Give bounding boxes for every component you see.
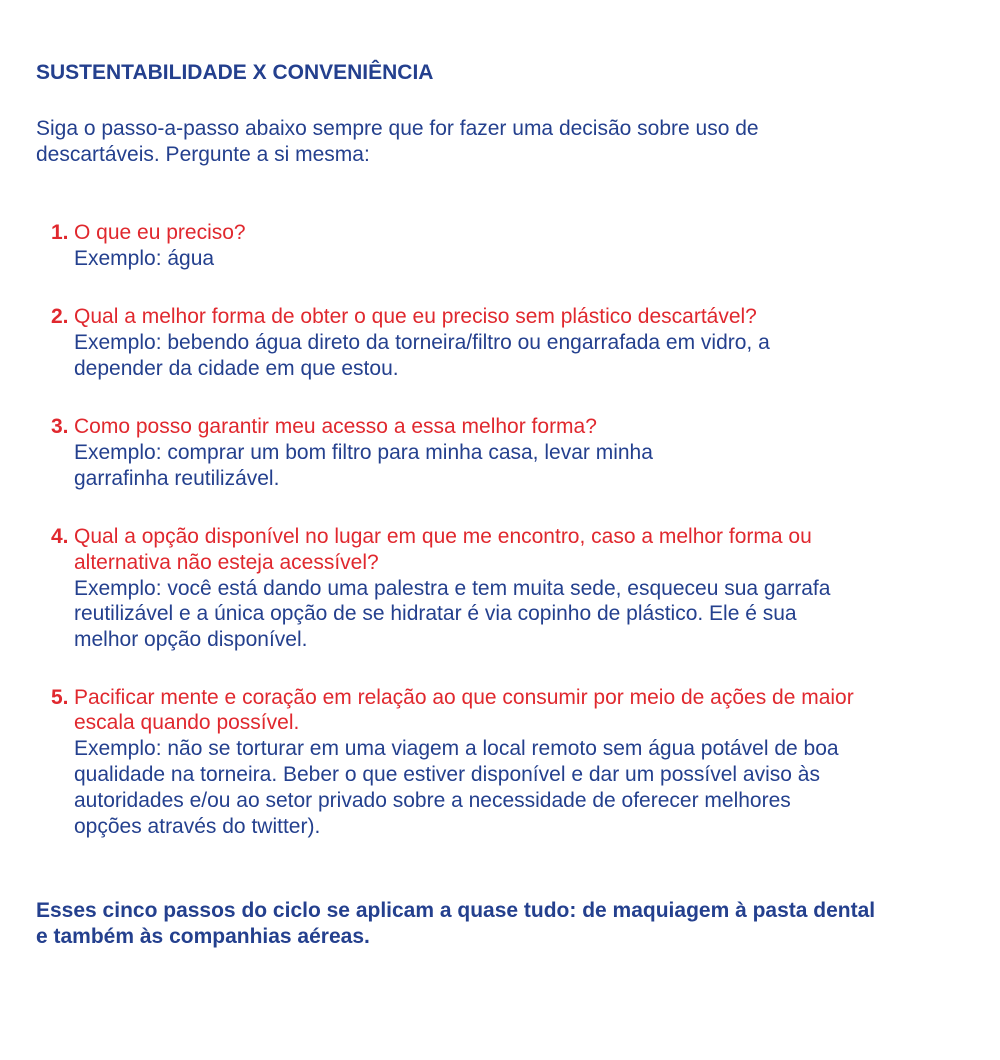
- step-question: Qual a opção disponível no lugar em que me encontro, caso a melhor forma ou: [74, 525, 812, 548]
- step-number: 2.: [51, 305, 69, 328]
- step-number: 3.: [51, 415, 69, 438]
- step-example: Exemplo: não se torturar em uma viagem a local remoto sem água potável de boa: [74, 737, 839, 760]
- step-example: opções através do twitter).: [74, 815, 321, 838]
- step-question: alternativa não esteja acessível?: [74, 551, 379, 574]
- step-example: Exemplo: você está dando uma palestra e tem muita sede, esqueceu sua garrafa: [74, 577, 831, 600]
- step-example: reutilizável e a única opção de se hidratar é via copinho de plástico. Ele é sua: [74, 602, 797, 625]
- step-example: Exemplo: bebendo água direto da torneira/filtro ou engarrafada em vidro, a: [74, 331, 770, 354]
- step-example: Exemplo: comprar um bom filtro para minha casa, levar minha: [74, 441, 653, 464]
- step-question: Pacificar mente e coração em relação ao que consumir por meio de ações de maior: [74, 686, 854, 709]
- step-question: escala quando possível.: [74, 711, 300, 734]
- step-example: autoridades e/ou ao setor privado sobre a necessidade de oferecer melhores: [74, 789, 791, 812]
- step-number: 4.: [51, 525, 69, 548]
- conclusion-line: e também às companhias aéreas.: [36, 925, 370, 948]
- step-example: Exemplo: água: [74, 247, 215, 270]
- step-example: depender da cidade em que estou.: [74, 357, 399, 380]
- conclusion-line: Esses cinco passos do ciclo se aplicam a quase tudo: de maquiagem à pasta dental: [36, 899, 876, 922]
- intro-line: descartáveis. Pergunte a si mesma:: [36, 143, 370, 166]
- step-example: melhor opção disponível.: [74, 628, 308, 651]
- step-example: garrafinha reutilizável.: [74, 467, 280, 490]
- page-title: SUSTENTABILIDADE X CONVENIÊNCIA: [36, 61, 434, 84]
- step-number: 5.: [51, 686, 69, 709]
- step-number: 1.: [51, 221, 69, 244]
- step-question: Qual a melhor forma de obter o que eu preciso sem plástico descartável?: [74, 305, 757, 328]
- step-question: Como posso garantir meu acesso a essa melhor forma?: [74, 415, 597, 438]
- intro-line: Siga o passo-a-passo abaixo sempre que for fazer uma decisão sobre uso de: [36, 117, 759, 140]
- step-example: qualidade na torneira. Beber o que estiver disponível e dar um possível aviso às: [74, 763, 820, 786]
- step-question: O que eu preciso?: [74, 221, 246, 244]
